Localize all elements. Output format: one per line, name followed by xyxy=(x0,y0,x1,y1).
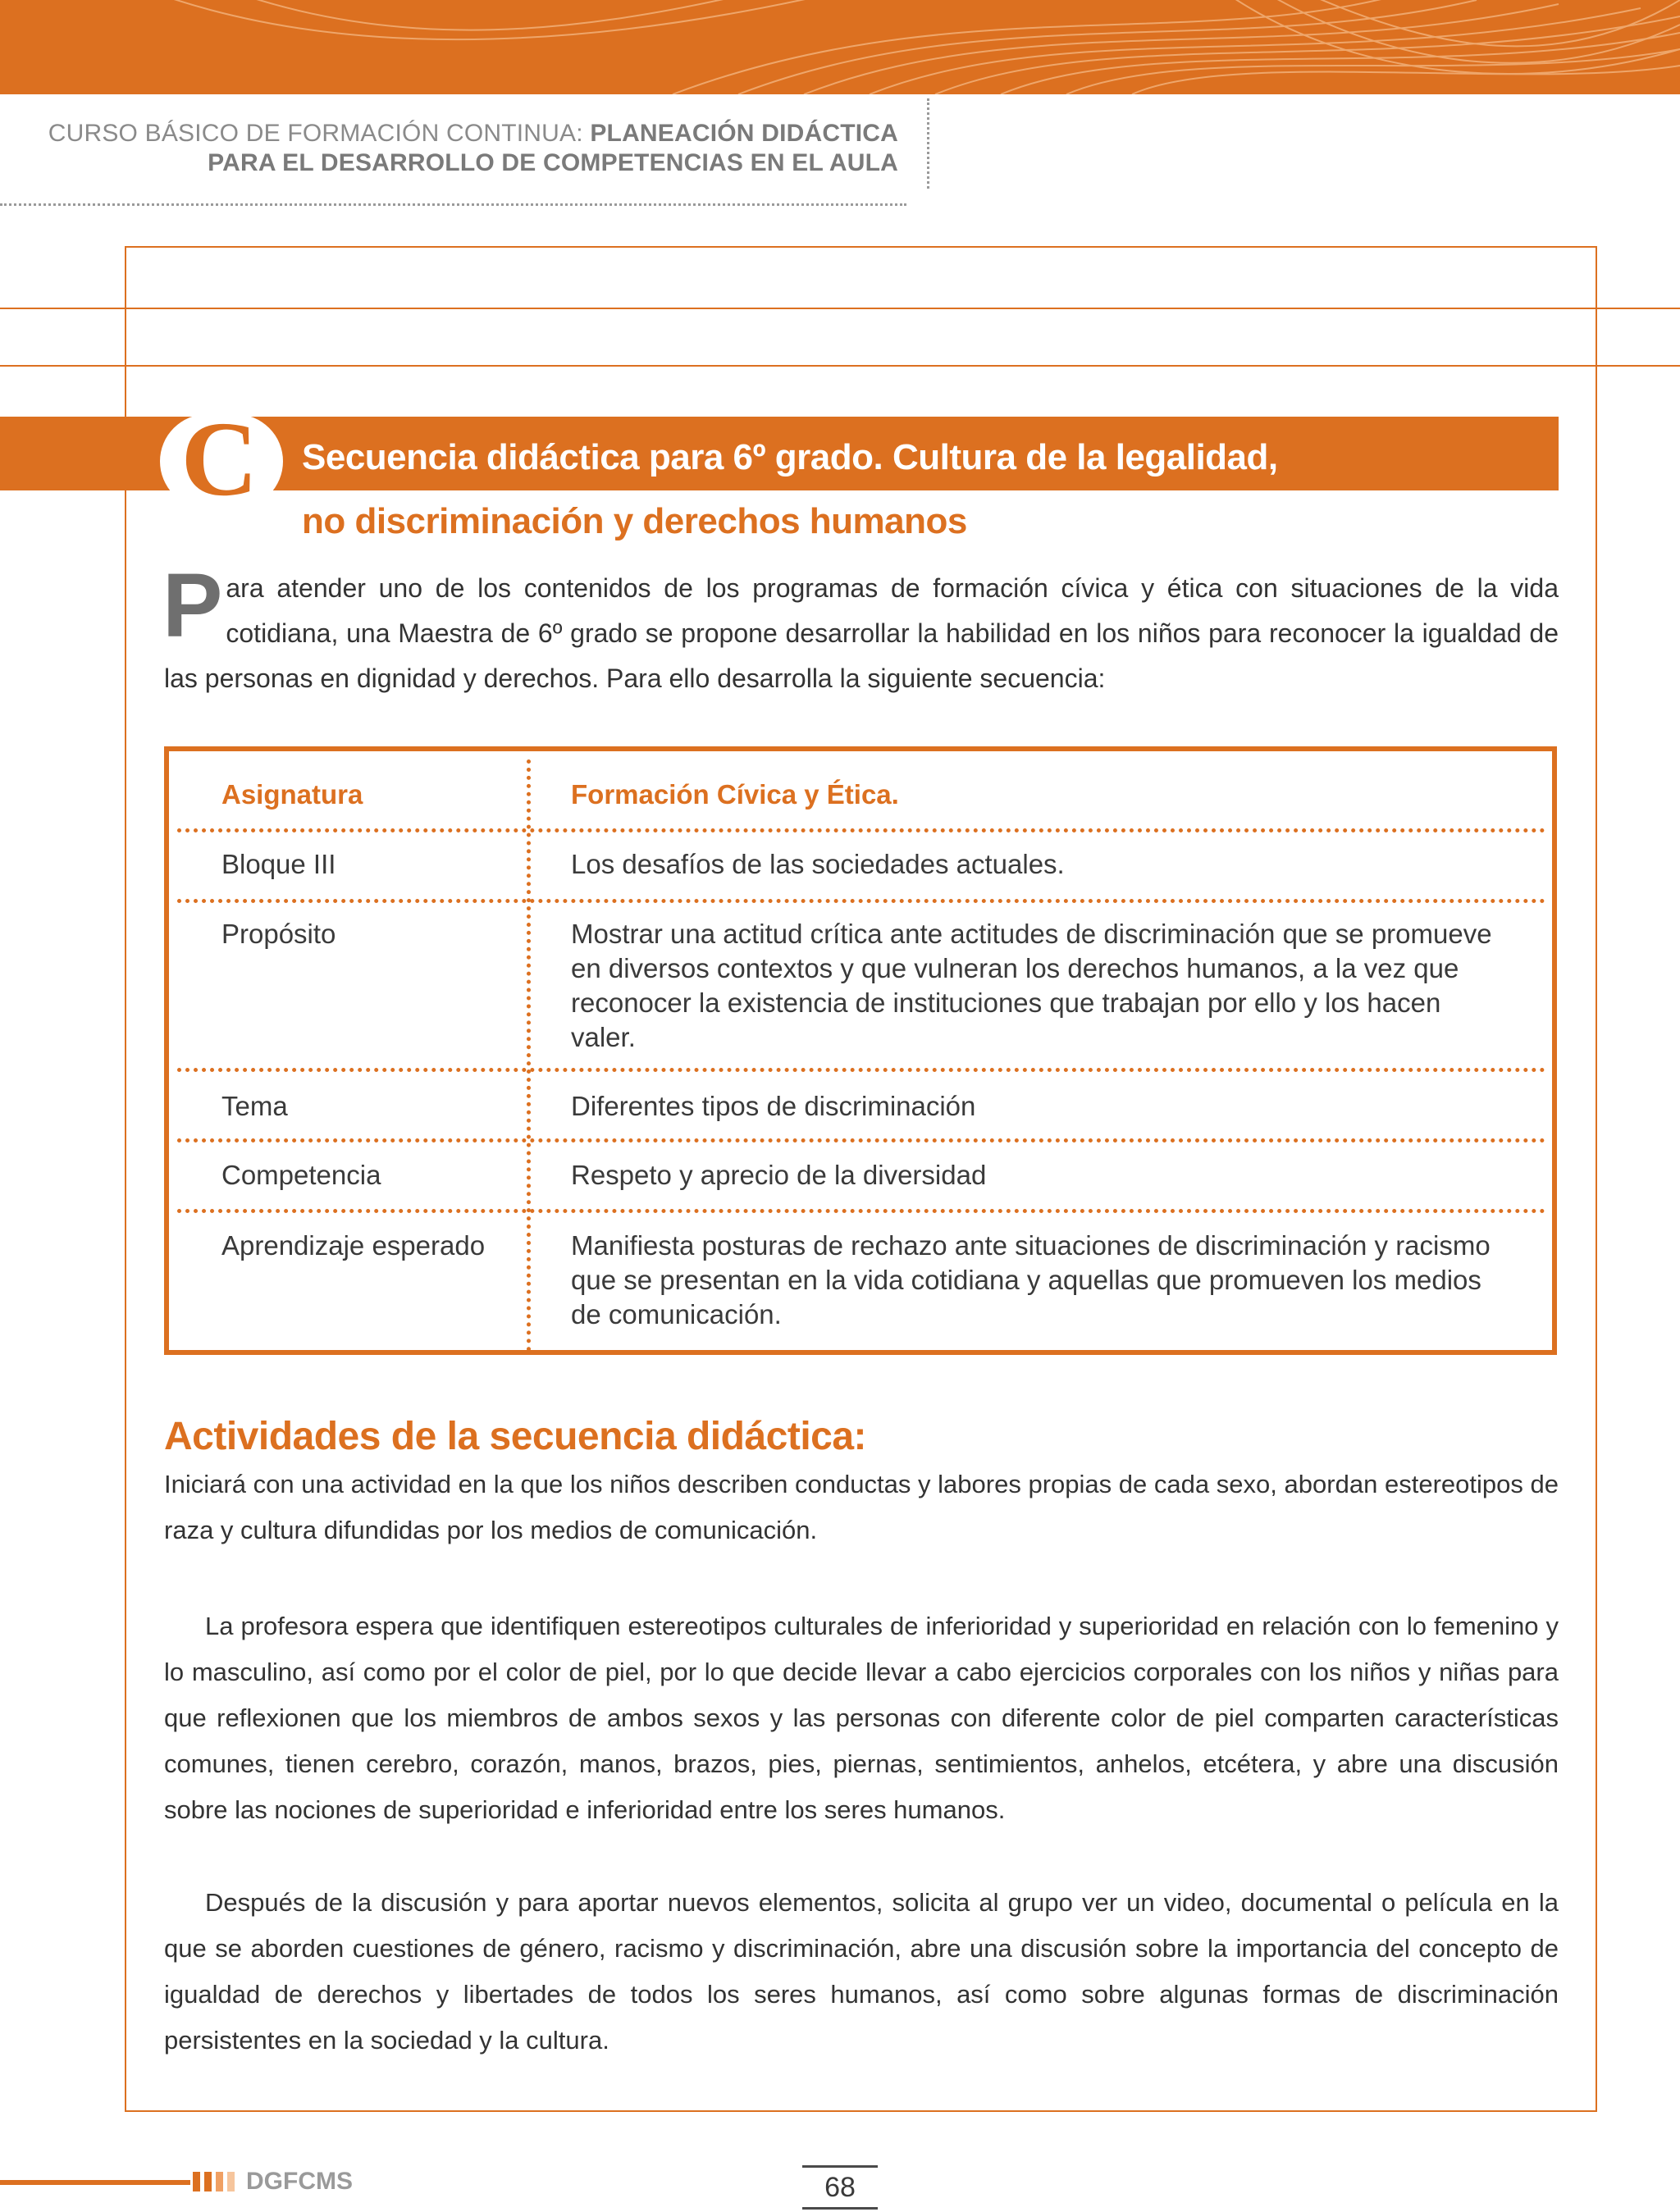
footer-rule xyxy=(0,2180,190,2185)
intro-paragraph xyxy=(162,555,1559,701)
drop-cap: P xyxy=(162,555,223,656)
table-value: Mostrar una actitud crítica ante actitudes de discriminación que se promueve en diversos contextos y que vulneran los derechos humanos, a la vez que reconocer la existencia de instituciones que trabajan por ello y los hacen valer. xyxy=(571,919,1492,1052)
section-title-line-1: Secuencia didáctica para 6º grado. Cultura de la legalidad, xyxy=(302,437,1278,477)
running-header xyxy=(0,119,898,178)
footer-bars-decoration xyxy=(193,2172,239,2191)
activities-paragraph-1: Iniciará con una actividad en la que los niños describen conductas y labores propias de cada sexo, abordan estereotipos de raza y cultura difundidas por los medios de comunicación. xyxy=(164,1470,1559,1544)
table-row-separator xyxy=(177,828,1545,832)
header-dotted-rule xyxy=(0,203,906,206)
table-key: Propósito xyxy=(221,919,336,949)
table-key: Aprendizaje esperado xyxy=(221,1230,486,1261)
activities-paragraph-2: La profesora espera que identifiquen estereotipos culturales de inferioridad y superioridad en relación con lo femenino y lo masculino, así como por el color de piel, por lo que decide llevar a cabo ejercicios corporales con los niños y niñas para que reflexionen que los miembros de ambos sexos y las personas con diferente color de piel comparten características comunes, tienen cerebro, corazón, manos, brazos, pies, piernas, sentimientos, anhelos, etcétera, y abre una discusión sobre las nociones de superioridad e inferioridad entre los seres humanos. xyxy=(164,1612,1559,1824)
table-key: Tema xyxy=(221,1091,288,1121)
table-column-separator xyxy=(527,759,531,1352)
page-number: 68 xyxy=(802,2165,878,2210)
sequence-table xyxy=(164,746,1557,1355)
section-title-line-2: no discriminación y derechos humanos xyxy=(302,501,967,541)
banner-wave-pattern xyxy=(0,0,1680,94)
section-letter: C xyxy=(180,400,258,518)
frame-rule-2 xyxy=(0,365,1680,367)
table-value: Diferentes tipos de discriminación xyxy=(571,1091,976,1121)
running-header-bold-2: PARA EL DESARROLLO DE COMPETENCIAS EN EL AULA xyxy=(208,149,898,176)
activities-heading: Actividades de la secuencia didáctica: xyxy=(164,1415,867,1458)
table-value: Manifiesta posturas de rechazo ante situaciones de discriminación y racismo que se presentan en la vida cotidiana y aquellas que promueven los medios de comunicación. xyxy=(571,1230,1491,1329)
table-key: Asignatura xyxy=(221,779,363,810)
table-value: Respeto y aprecio de la diversidad xyxy=(571,1160,987,1190)
activities-paragraph-3: Después de la discusión y para aportar nuevos elementos, solicita al grupo ver un video, documental o película en la que se aborden cuestiones de género, racismo y discriminación, abre una discusión sobre la importancia del concepto de igualdad de derechos y libertades de todos los seres humanos, así como sobre algunas formas de discriminación persistentes en la sociedad y la cultura. xyxy=(164,1888,1559,2055)
table-value: Formación Cívica y Ética. xyxy=(571,779,899,810)
table-key: Competencia xyxy=(221,1160,381,1190)
table-row-separator xyxy=(177,1138,1545,1142)
table-row-separator xyxy=(177,1209,1545,1213)
intro-text: ara atender uno de los contenidos de los programas de formación cívica y ética con situaciones de la vida cotidiana, una Maestra de 6º grado se propone desarrollar la habilidad en los niños para reconocer la igualdad de las personas en dignidad y derechos. Para ello desarrolla la siguiente secuencia: xyxy=(164,573,1559,693)
table-row-separator xyxy=(177,899,1545,903)
table-row-separator xyxy=(177,1068,1545,1072)
table-key: Bloque III xyxy=(221,849,336,879)
header-dotted-rule-vertical xyxy=(927,98,929,189)
frame-rule-1 xyxy=(0,308,1680,309)
header-banner xyxy=(0,0,1680,94)
table-value: Los desafíos de las sociedades actuales. xyxy=(571,849,1065,879)
running-header-bold-1: PLANEACIÓN DIDÁCTICA xyxy=(590,120,898,147)
footer-label: DGFCMS xyxy=(246,2168,353,2195)
running-header-normal: CURSO BÁSICO DE FORMACIÓN CONTINUA: xyxy=(48,120,591,147)
